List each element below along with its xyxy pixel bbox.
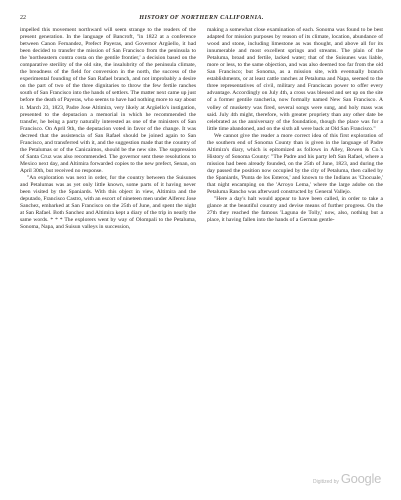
right-column [207, 27, 383, 469]
watermark-prefix: Digitized by [313, 479, 339, 485]
digitized-by-watermark [313, 471, 381, 486]
paragraph: "An exploration was next in order, for the country between the Suisunes and Petalumas was as yet only little known, some parts of it having never been visited by the Spaniards. With this object in view, Altimira and the deputado, Francisco Castro, with an escort of nineteen men under Alferez Jose Sanchez, embarked at San Francisco on the 25th of June, and spent the night at San Rafael. Both Sanchez and Altimira kept a diary of the trip in nearly the same words. * * * The explorers went by way of Olompali to the Petaluma, Sonoma, Napa, and Suisun valleys in succession, [20, 174, 196, 231]
page-header [20, 14, 383, 24]
text-columns [20, 27, 383, 469]
paragraph: impelled this movement northward will seem strange to the readers of the present generation. In the language of Bancroft, "in 1822 at a conference between Canon Fernandez, Prefect Payeras, and Governor Argüello, it had been decided to transfer the mission of San Francisco from the peninsula to the 'northeastern contra costa on the gentile frontier,' a decision based on the comparative sterility of the old site, the insalubrity of the peninsula climate, the breadness of the field for conversion in the north, the success of the experimental founding of the San Rafael branch, and not improbably a desire on the part of two of the three dignitaries to throw the few fertile ranches south of San Francisco into the hands of settlers. The matter next came up just before the death of Payeras, who seems to have had nothing more to say about it. March 23, 1823, Padre Jose Altimira, very likely at Argüello's instigation, presented to the deputacion a memorial in which he recommended the transfer, he being a party naturally interested as one of the ministers of San Francisco. On April 9th, the deputacion voted in favor of the change. It was decreed that the assistencia of San Rafael should be joined again to San Francisco, and transferred with it, and the suggestion made that the country of the Petalumas or of the Canicaimos, should be the new site. The suppression of Santa Cruz was also recommended. The governor sent these resolutions to Mexico next day, and Altimira forwarded copies to the new prefect, Senan, on April 30th, but received no response. [20, 27, 196, 174]
paragraph: "Here a day's halt would appear to have been called, in order to take a glance at the beautiful country and devise means of further progress. On the 27th they reached the famous 'Laguna de Tolly,' now, also, nothing but a place, it having fallen into the hands of a German gentle- [207, 196, 383, 224]
google-logo: Google [340, 471, 381, 486]
paragraph: We cannot give the reader a more correct idea of this first exploration of the southern end of Sonoma County than is given in the language of Padre Altimira's diary, which is epitomized as follows in Alley, Bowen & Co.'s History of Sonoma County: "The Padre and his party left San Rafael, where a mission had been already founded, on the 25th of June, 1823, and during the day passed the position now occupied by the city of Petaluma, then called by the Spaniards, 'Punta de los Esteros,' and known to the Indians as 'Chocuale,' that night encamping on the 'Arroyo Lema,' where the large adobe on the Petaluma Rancho was afterward constructed by General Vallejo. [207, 132, 383, 196]
paragraph: making a somewhat close examination of each. Sonoma was found to be best adapted for mission purposes by reason of its climate, location, abundance of wood and stone, including limestone as was thought, and above all for its innumerable and most excellent springs and streams. The plain of the Petaluma, broad and fertile, lacked water; that of the Suisunes was liable, more or less, to the same objection, and was also deemed too far from the old San Francisco; but Sonoma, as a mission site, with eventually branch establishments, or at least cattle ranches at Petaluma and Napa, seemed to the three representatives of civil, military and Franciscan power to offer every advantage. Accordingly on July 4th, a cross was blessed and set up on the site of a former gentile rancheria, now formally named New San Francisco. A volley of musketry was fired, several songs were sung, and holy mass was said. July 4th might, therefore, with greater propriety than any other date be celebrated as the anniversary of the foundation, though the place was for a little time abandoned, and on the sixth all were back at Old San Francisco." [207, 27, 383, 132]
left-column [20, 27, 196, 469]
running-head: HISTORY OF NORTHERN CALIFORNIA. [139, 14, 264, 21]
page-number: 22 [20, 15, 26, 21]
